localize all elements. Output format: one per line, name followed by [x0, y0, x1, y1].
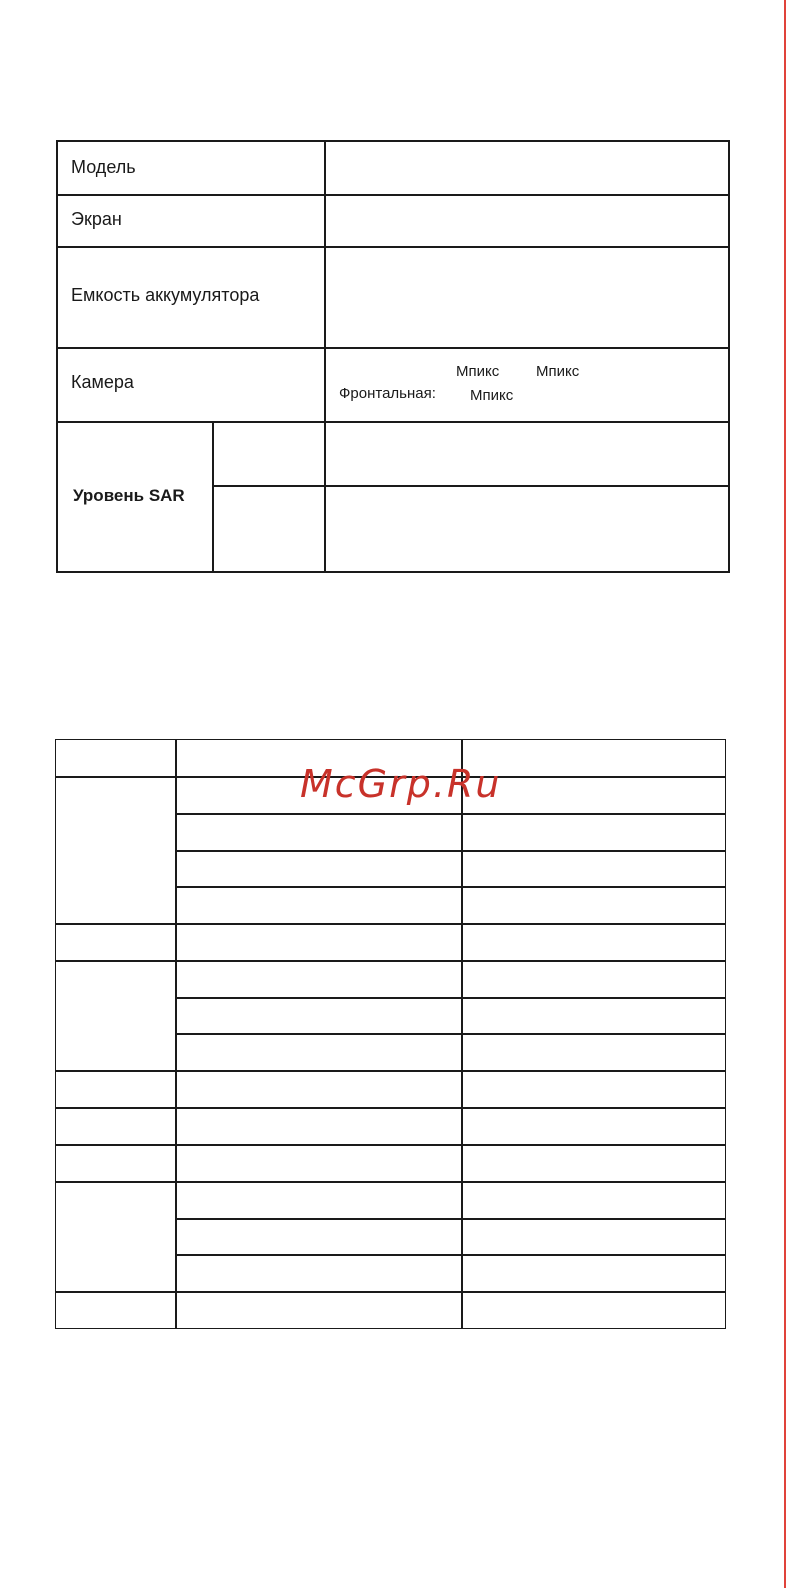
- spec-col-divider: [324, 142, 326, 571]
- grid-col-divider: [461, 740, 463, 1328]
- grid-col-divider: [175, 740, 177, 1328]
- grid-subrow-divider: [176, 886, 725, 888]
- watermark-logo: McGrp.Ru: [300, 762, 502, 806]
- grid-subrow-divider: [176, 813, 725, 815]
- spec-row-divider: [58, 194, 728, 196]
- spec-sar-col-divider: [212, 421, 214, 571]
- camera-main-mp-2: Мпикс: [536, 363, 580, 380]
- grid-row-divider: [56, 1144, 725, 1146]
- camera-label: Камера: [71, 372, 134, 392]
- grid-subrow-divider: [176, 997, 725, 999]
- spec-row-divider: [58, 347, 728, 349]
- grid-row-divider: [56, 1107, 725, 1109]
- parameters-grid-table: [55, 739, 726, 1329]
- grid-row-divider: [56, 1181, 725, 1183]
- screen-label: Экран: [71, 209, 122, 229]
- grid-subrow-divider: [176, 1254, 725, 1256]
- camera-front-label: Фронтальная:: [339, 385, 436, 402]
- page-edge-line: [784, 0, 786, 1588]
- spec-table: [56, 140, 730, 573]
- battery-label: Емкость аккумулятора: [71, 285, 260, 305]
- grid-row-divider: [56, 960, 725, 962]
- model-label: Модель: [71, 157, 136, 177]
- sar-label: Уровень SAR: [73, 486, 185, 505]
- spec-row-divider: [58, 246, 728, 248]
- spec-sar-divider: [213, 485, 728, 487]
- grid-row-divider: [56, 1291, 725, 1293]
- grid-subrow-divider: [176, 850, 725, 852]
- grid-row-divider: [56, 1070, 725, 1072]
- camera-front-mp: Мпикс: [470, 387, 514, 404]
- spec-row-divider: [58, 421, 728, 423]
- camera-main-mp-1: Мпикс: [456, 363, 500, 380]
- grid-row-divider: [56, 923, 725, 925]
- grid-subrow-divider: [176, 1218, 725, 1220]
- grid-subrow-divider: [176, 1033, 725, 1035]
